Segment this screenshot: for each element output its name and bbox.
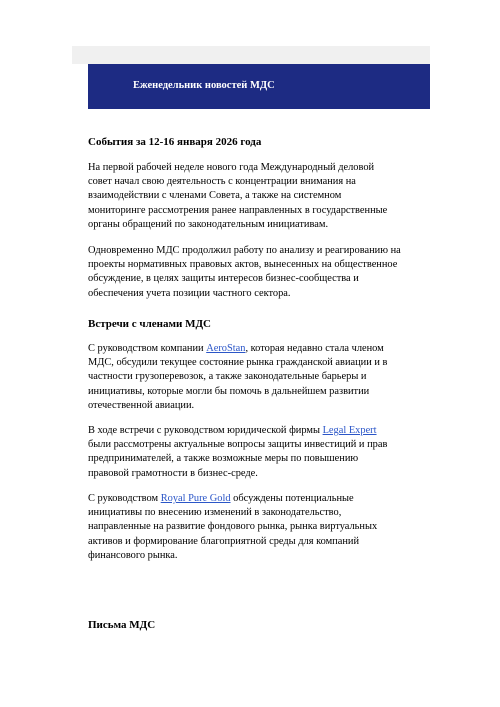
text-line: взаимодействии с членами Совета, а также на системном [88, 190, 342, 202]
text-line [88, 424, 418, 438]
text-fragment: обсуждены потенциальные [230, 493, 354, 504]
text-line: правовой грамотности в бизнес-среде. [88, 467, 258, 479]
royal-pure-gold-link[interactable]: Royal Pure Gold [160, 493, 231, 504]
meetings-paragraph-3 [88, 492, 418, 563]
text-line: предпринимателей, а также возможные меры по повышению [88, 453, 359, 465]
text-line: активов и формирование благоприятной среды для компаний [88, 535, 360, 547]
meetings-paragraph-2 [88, 424, 418, 481]
text-fragment: С руководством [88, 493, 161, 504]
text-fragment: В ходе встречи с руководством юридической фирмы [88, 425, 323, 436]
text-line: обеспечения учета позиции частного сектора. [88, 287, 291, 299]
page-top-band [72, 46, 430, 64]
text-line: направленные на развитие фондового рынка, рынка виртуальных [88, 521, 378, 533]
text-line: финансового рынка. [88, 549, 178, 561]
letters-heading: Письма МДС [88, 619, 156, 631]
text-line: были рассмотрены актуальные вопросы защиты инвестиций и прав [88, 439, 388, 451]
text-line: инициативы, которые могли бы помочь в дальнейшем развитии [88, 385, 370, 397]
meetings-heading: Встречи с членами МДС [88, 318, 211, 330]
events-paragraph-1 [88, 161, 418, 232]
aerostan-link[interactable]: AeroStan [206, 343, 246, 354]
text-line: частности грузоперевозок, а также законодательные барьеры и [88, 371, 367, 383]
text-fragment: , которая недавно стала членом [245, 343, 384, 354]
text-line: совет начал свою деятельность с концентрации внимания на [88, 176, 356, 188]
text-line: мониторинге рассмотрения ранее направленных в государственные [88, 204, 388, 216]
newsletter-title: Еженедельник новостей МДС [133, 80, 275, 91]
text-line: органы обращений по законодательным инициативам. [88, 218, 329, 230]
text-line: отечественной авиации. [88, 399, 195, 411]
text-line: инициативы по внесению изменений в законодательство, [88, 507, 342, 519]
text-line [88, 492, 418, 506]
events-paragraph-2 [88, 244, 418, 301]
text-line: Одновременно МДС продолжил работу по анализу и реагированию на [88, 245, 401, 256]
text-line: проекты нормативных правовых актов, вынесенных на общественное [88, 259, 398, 271]
text-line: МДС, обсудили текущее состояние рынка гражданской авиации и в [88, 357, 388, 369]
events-heading: События за 12-16 января 2026 года [88, 136, 262, 148]
legal-expert-link[interactable]: Legal Expert [322, 425, 377, 436]
text-fragment: С руководством компании [88, 343, 207, 354]
meetings-paragraph-1 [88, 342, 418, 413]
text-line [88, 342, 418, 356]
text-line: На первой рабочей неделе нового года Международный деловой [88, 162, 375, 173]
newsletter-header [88, 64, 430, 109]
text-line: обсуждение, в целях защиты интересов бизнес-сообщества и [88, 273, 359, 285]
